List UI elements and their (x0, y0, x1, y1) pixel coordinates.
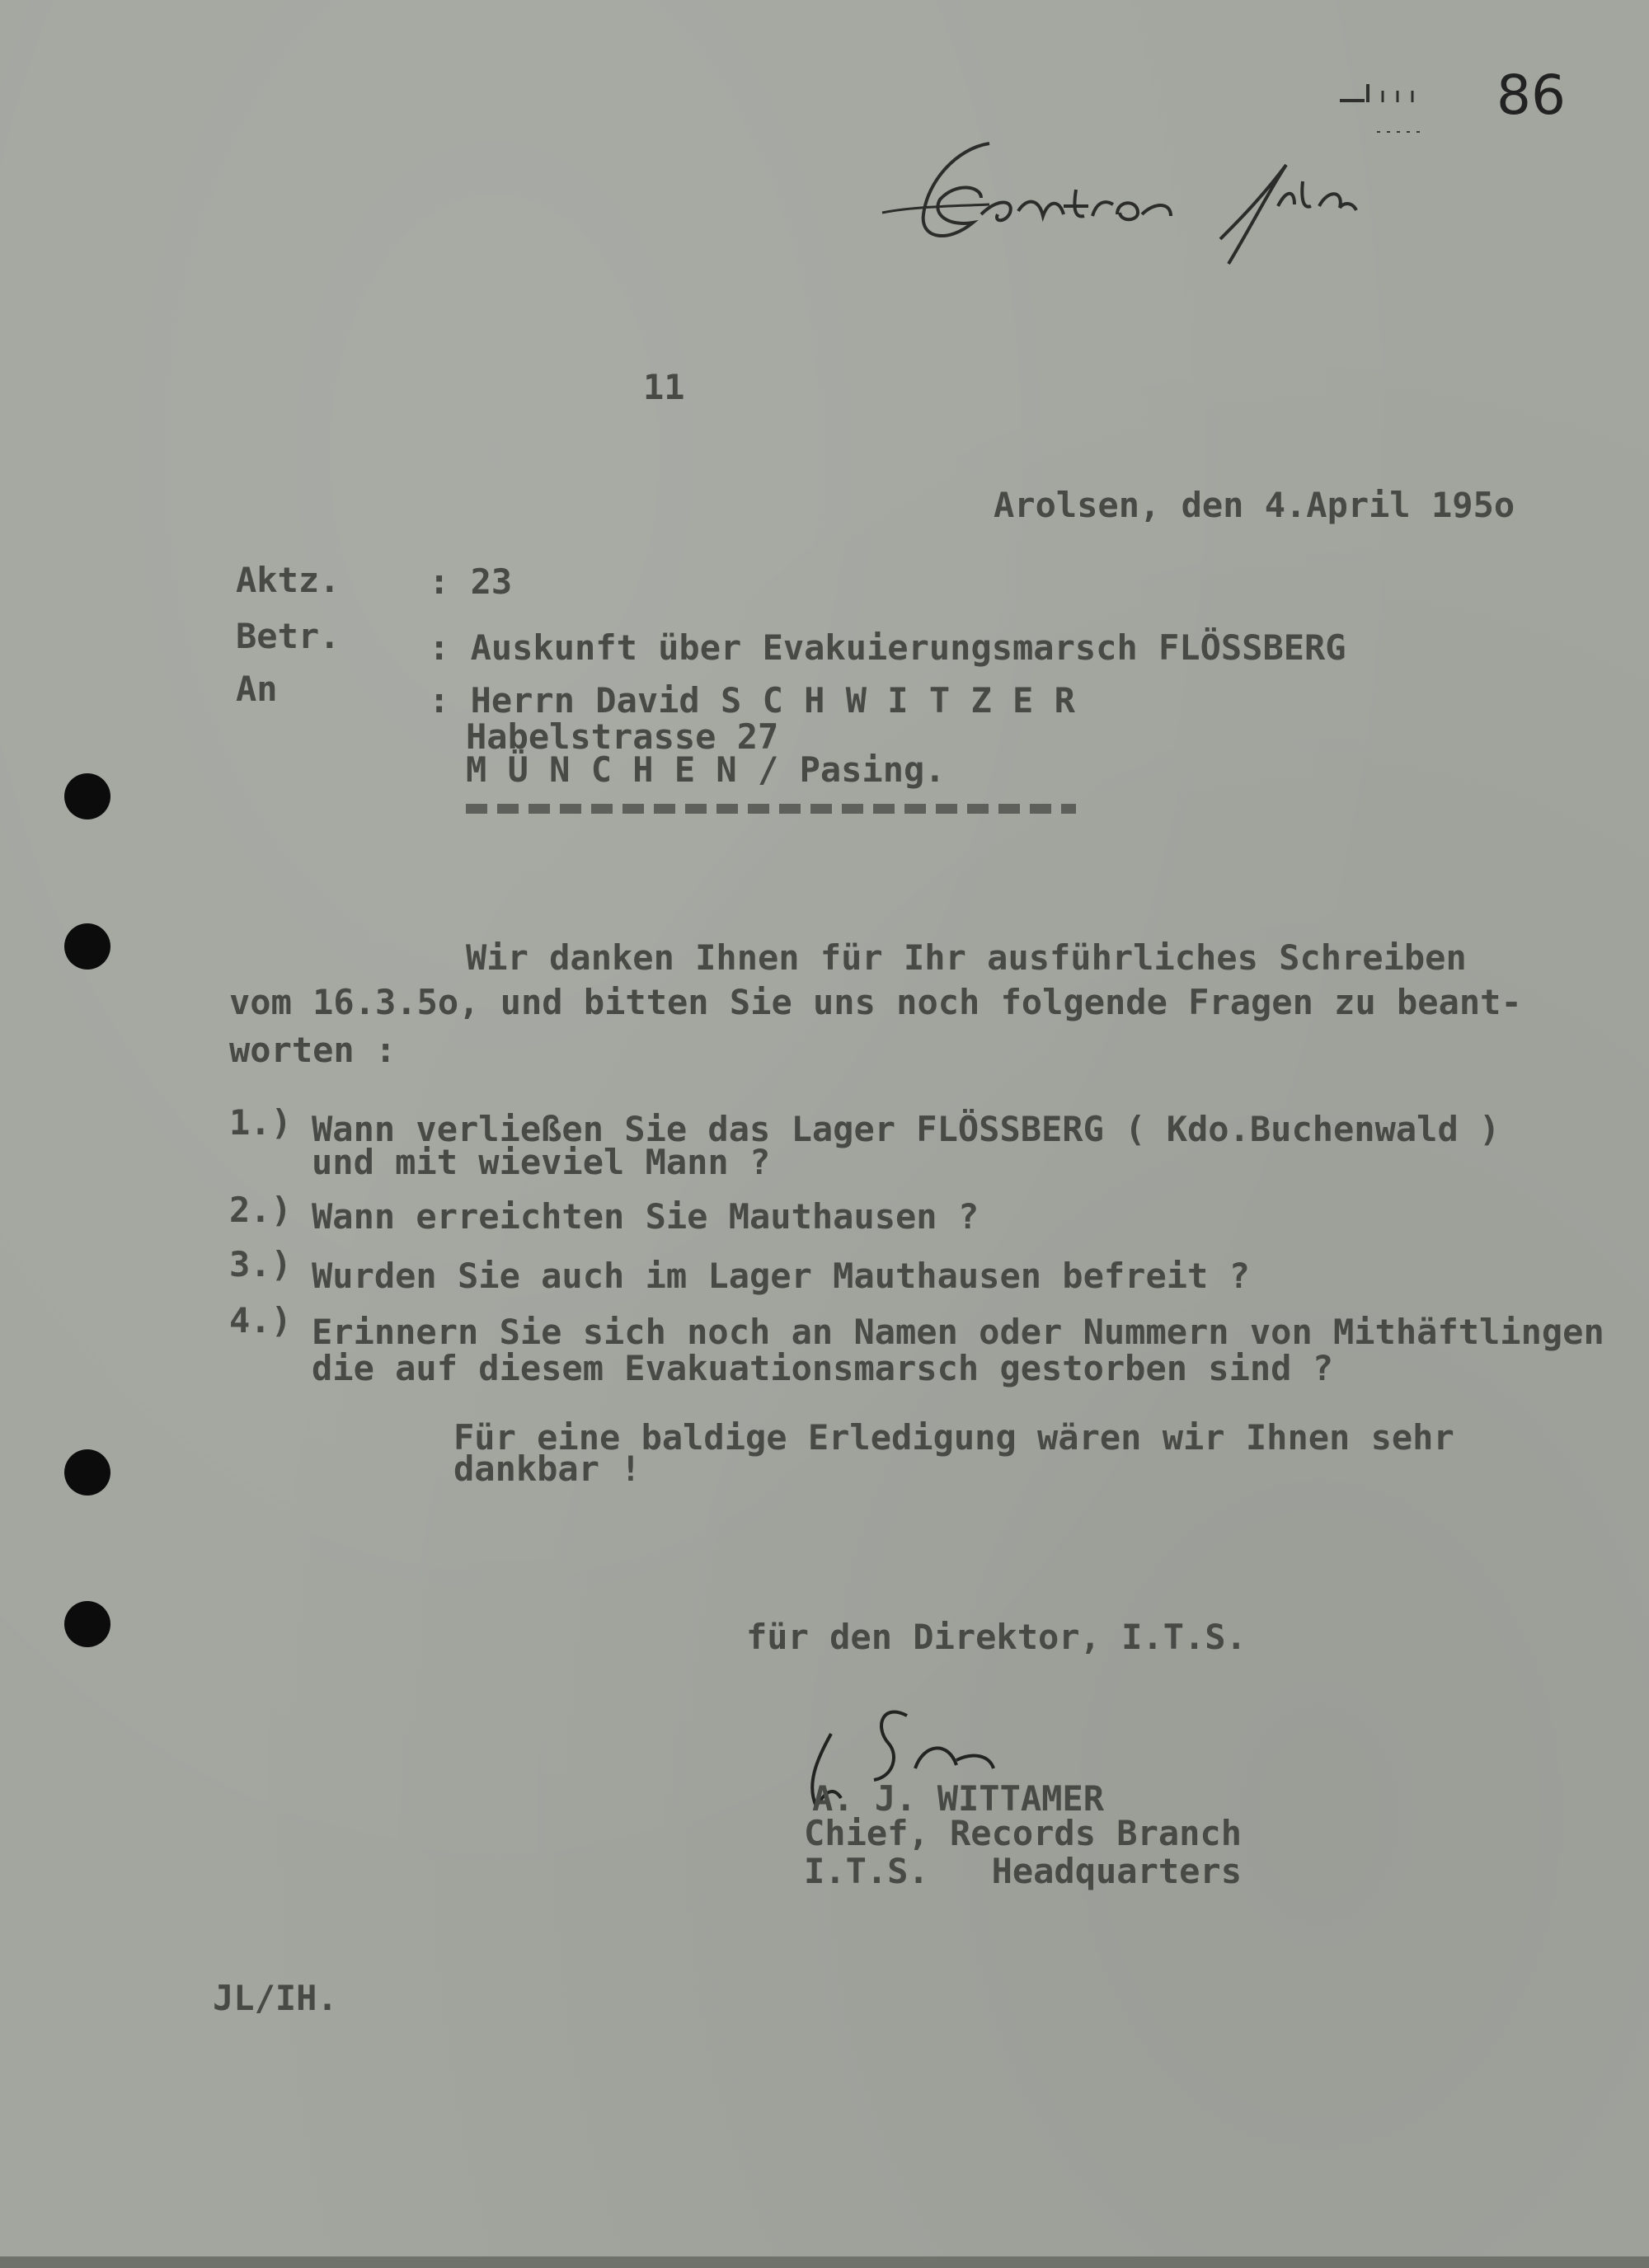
handwritten-note (857, 124, 1451, 272)
recipient-name: : Herrn David S C H W I T Z E R (429, 680, 1075, 721)
question-4-line-2: die auf diesem Evakuationsmarsch gestorben sind ? (312, 1348, 1334, 1388)
question-1-number: 1.) (229, 1102, 292, 1143)
document-number: 11 (643, 367, 685, 407)
signatory-name: A. J. WITTAMER (812, 1778, 1105, 1819)
question-3-line-1: Wurden Sie auch im Lager Mauthausen befreit ? (312, 1256, 1250, 1296)
page-number-stamp: 86 (1496, 63, 1566, 127)
punch-hole-3 (64, 1449, 110, 1496)
intro-line-1: Wir danken Ihnen für Ihr ausführliches Schreiben (466, 937, 1467, 978)
recipient-street: Habelstrasse 27 (466, 716, 779, 757)
question-4-line-1: Erinnern Sie sich noch an Namen oder Nummern von Mithäftlingen (312, 1312, 1604, 1352)
betr-label: Betr. (236, 616, 341, 656)
punch-hole-1 (64, 773, 110, 819)
for-director: für den Direktor, I.T.S. (746, 1617, 1247, 1657)
reference-initials: JL/IH. (213, 1978, 338, 2018)
question-2-number: 2.) (229, 1190, 292, 1230)
recipient-city: M Ü N C H E N / Pasing. (466, 749, 946, 790)
question-2-line-1: Wann erreichten Sie Mauthausen ? (312, 1196, 980, 1237)
question-1-line-1: Wann verließen Sie das Lager FLÖSSBERG ( Kdo.Buchenwald ) (312, 1109, 1501, 1149)
place-and-date: Arolsen, den 4.April 195o (994, 485, 1515, 525)
aktz-value: : 23 (429, 561, 513, 602)
question-3-number: 3.) (229, 1244, 292, 1284)
signatory-title-1: Chief, Records Branch (804, 1813, 1243, 1853)
punch-hole-2 (64, 923, 110, 970)
question-4-number: 4.) (229, 1300, 292, 1341)
closing-line-1: Für eine baldige Erledigung wären wir Ihnen sehr (453, 1417, 1454, 1458)
signatory-title-2: I.T.S. Headquarters (804, 1851, 1243, 1891)
betr-value: : Auskunft über Evakuierungsmarsch FLÖSSBERG (429, 627, 1346, 668)
closing-line-2: dankbar ! (453, 1449, 641, 1489)
address-underline (466, 804, 1076, 814)
intro-line-3: worten : (229, 1030, 397, 1070)
punch-hole-4 (64, 1601, 110, 1647)
intro-line-2: vom 16.3.5o, und bitten Sie uns noch folgende Fragen zu beant- (229, 982, 1522, 1022)
aktz-label: Aktz. (236, 560, 341, 600)
question-1-line-2: und mit wieviel Mann ? (312, 1142, 771, 1182)
page-bottom-edge (0, 2256, 1649, 2268)
an-label: An (236, 669, 278, 709)
